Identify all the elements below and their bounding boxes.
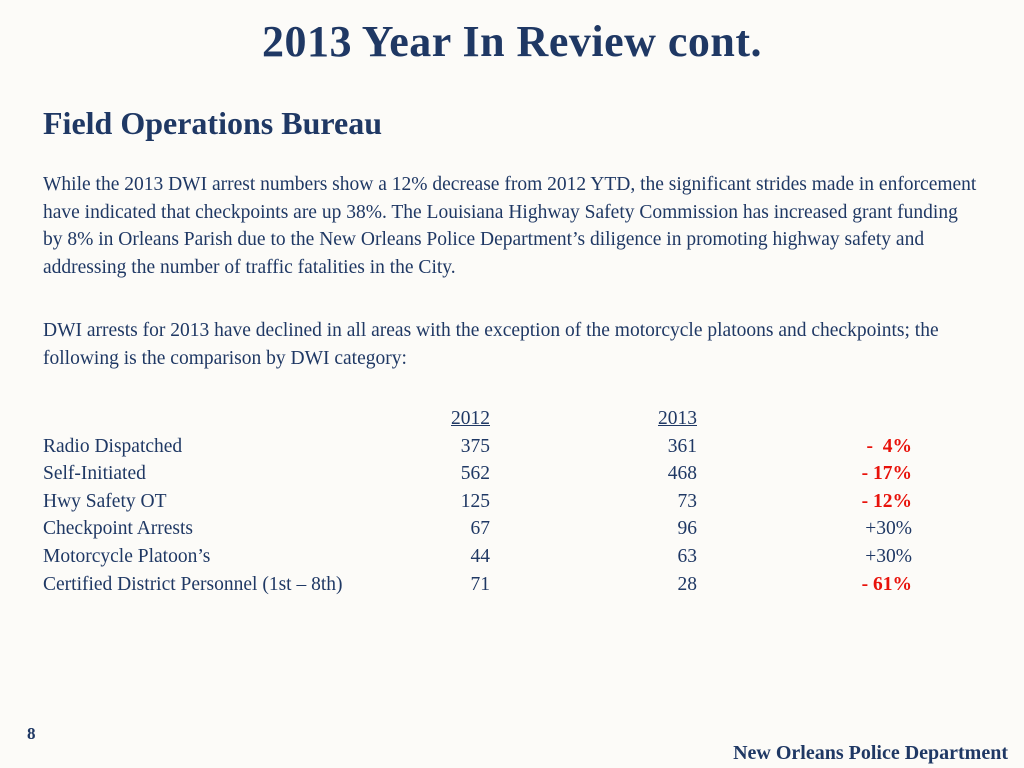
value-2012: 71 — [470, 573, 490, 595]
row-label: Motorcycle Platoon’s — [43, 545, 211, 567]
table-row — [43, 543, 912, 571]
paragraph-dwi-summary: While the 2013 DWI arrest numbers show a 12% decrease from 2012 YTD, the significant strides made in enforcement have indicated that checkpoints are up 38%. The Louisiana Highway Safety Commission has increased grant funding by 8% in Orleans Parish due to the New Orleans Police Department’s diligence in promoting highway safety and addressing the number of traffic fatalities in the City. — [43, 174, 977, 278]
row-label: Self-Initiated — [43, 463, 146, 485]
footer-organization: New Orleans Police Department — [733, 742, 1008, 764]
value-2012: 44 — [470, 545, 490, 567]
header-year-2012: 2012 — [451, 408, 490, 429]
table-row — [43, 488, 912, 516]
value-change: - 17% — [861, 463, 912, 485]
value-2012: 125 — [460, 490, 490, 512]
header-year-2013: 2013 — [658, 408, 697, 429]
section-heading: Field Operations Bureau — [43, 105, 382, 141]
row-label: Hwy Safety OT — [43, 490, 167, 512]
row-label: Certified District Personnel (1st – 8th) — [43, 573, 343, 595]
table-row — [43, 515, 912, 543]
slide-title: 2013 Year In Review cont. — [261, 17, 763, 66]
table-row — [43, 433, 912, 461]
value-2013: 73 — [677, 490, 697, 512]
value-change: +30% — [865, 545, 912, 567]
value-2013: 96 — [677, 518, 697, 540]
header-change-blank — [697, 405, 912, 433]
value-2012: 67 — [470, 518, 490, 540]
row-label: Checkpoint Arrests — [43, 518, 194, 540]
row-label: Radio Dispatched — [43, 435, 183, 457]
header-category-blank — [43, 405, 423, 433]
value-change: +30% — [865, 518, 912, 540]
dwi-comparison-table — [43, 405, 912, 598]
value-2012: 375 — [460, 435, 490, 457]
table-row — [43, 571, 912, 599]
value-change: - 61% — [861, 573, 912, 595]
page-number: 8 — [27, 724, 36, 743]
value-2013: 28 — [677, 573, 697, 595]
value-change: - 12% — [861, 490, 912, 512]
value-2012: 562 — [460, 463, 490, 485]
value-change: - 4% — [866, 435, 912, 457]
table-row — [43, 460, 912, 488]
value-2013: 63 — [677, 545, 697, 567]
slide-content — [43, 67, 982, 598]
paragraph-dwi-comparison-intro: DWI arrests for 2013 have declined in all areas with the exception of the motorcycle platoons and checkpoints; the following is the comparison by DWI category: — [43, 320, 939, 369]
table-header-row — [43, 405, 912, 433]
value-2013: 361 — [667, 435, 697, 457]
value-2013: 468 — [667, 463, 697, 485]
